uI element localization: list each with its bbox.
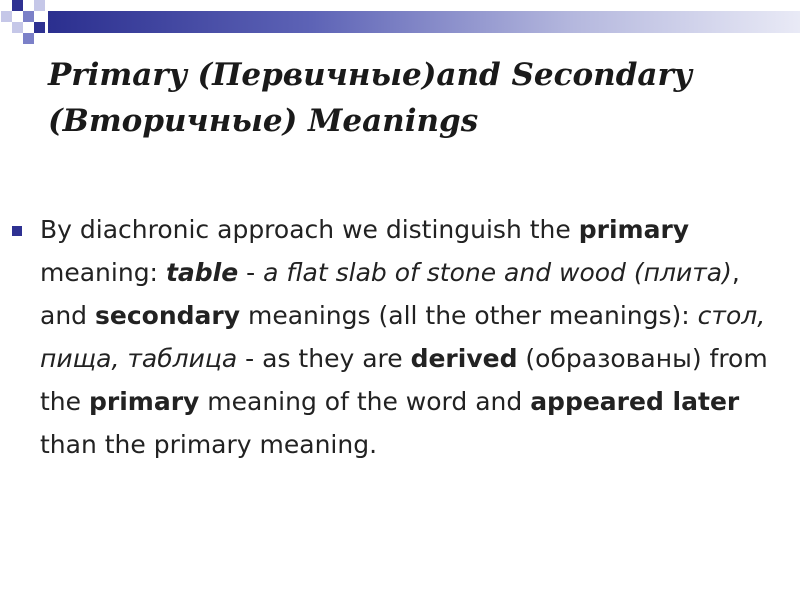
bold-appeared-later: appeared later <box>530 387 740 416</box>
text-run: (образованы) from the <box>40 344 768 416</box>
decorative-square <box>23 11 34 22</box>
text-run: By diachronic approach we distinguish the <box>40 215 579 244</box>
decorative-square <box>34 22 45 33</box>
text-run: - as they are <box>237 344 411 373</box>
text-run: , and <box>40 258 740 330</box>
header-gradient-bar <box>48 11 800 33</box>
decorative-square <box>12 22 23 33</box>
slide-title: Primary (Первичные)and Secondary (Вторичные) Meanings <box>48 57 692 139</box>
bold-derived: derived <box>410 344 518 373</box>
decorative-square <box>12 0 23 11</box>
bullet-text <box>40 208 790 466</box>
text-run: meaning: <box>40 258 166 287</box>
text-run: meaning of the word and <box>199 387 531 416</box>
decorative-square <box>23 33 34 44</box>
bold-italic-table: table <box>165 258 239 287</box>
text-run: than the primary meaning. <box>40 430 378 459</box>
bold-primary: primary <box>578 215 690 244</box>
decorative-square <box>34 0 45 11</box>
italic-examples: стол, пища, таблица <box>40 301 766 373</box>
bullet-square-icon <box>12 226 22 236</box>
decorative-square <box>1 11 12 22</box>
italic-definition: a flat slab of stone and wood (плита) <box>263 258 732 287</box>
bold-primary-2: primary <box>88 387 200 416</box>
text-run: - <box>238 258 264 287</box>
bold-secondary: secondary <box>94 301 241 330</box>
text-run: meanings (all the other meanings): <box>240 301 698 330</box>
